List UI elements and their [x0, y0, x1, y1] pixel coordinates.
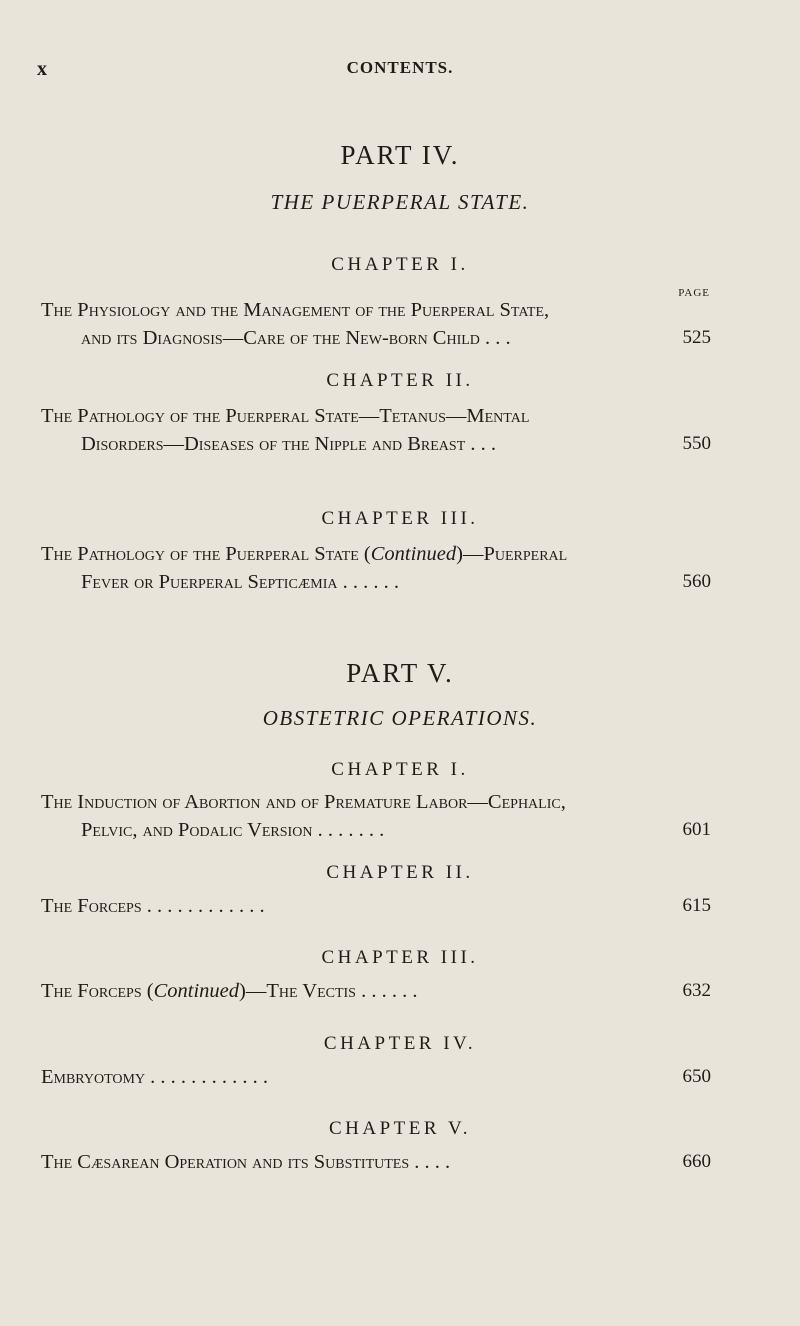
- entry-text: The Cæsarean Operation and its Substitutes . . . .: [41, 1151, 451, 1173]
- page-number: 601: [682, 819, 711, 840]
- page-column-label: PAGE: [678, 287, 710, 299]
- entry-line: [41, 816, 711, 844]
- chapter-heading: CHAPTER I.: [331, 759, 469, 780]
- entry-line: [41, 568, 711, 596]
- chapter-heading: CHAPTER I.: [331, 254, 469, 275]
- toc-entry: [41, 977, 711, 1005]
- chapter-heading: CHAPTER III.: [321, 947, 479, 968]
- entry-line: [41, 1148, 711, 1176]
- part-subtitle: THE PUERPERAL STATE.: [270, 190, 530, 214]
- toc-entry: [41, 788, 711, 844]
- folio: x: [37, 58, 47, 80]
- toc-entry: [41, 1148, 711, 1176]
- chapter-heading: CHAPTER II.: [326, 370, 474, 391]
- entry-line: [41, 540, 711, 568]
- chapter-heading: CHAPTER III.: [321, 508, 479, 529]
- entry-italic: Continued: [153, 980, 239, 1002]
- entry-text: Pelvic, and Podalic Version . . . . . . .: [81, 819, 385, 841]
- entry-line: The Induction of Abortion and of Premature Labor—Cephalic,: [41, 791, 566, 813]
- chapter-heading: CHAPTER IV.: [323, 1033, 477, 1054]
- entry-text: The Forceps (: [41, 980, 154, 1002]
- toc-entry: [41, 540, 711, 596]
- part-title: PART IV.: [340, 140, 460, 170]
- entry-text: The Forceps . . . . . . . . . . . .: [41, 895, 265, 917]
- page-number: 660: [682, 1151, 711, 1172]
- entry-line: The Physiology and the Management of the Puerperal State,: [41, 299, 550, 321]
- chapter-heading: CHAPTER V.: [329, 1118, 471, 1139]
- entry-line: [41, 977, 711, 1005]
- entry-line: The Pathology of the Puerperal State—Tetanus—Mental: [41, 405, 530, 427]
- running-title: CONTENTS.: [346, 58, 454, 77]
- toc-entry: [41, 892, 711, 920]
- entry-text: Disorders—Diseases of the Nipple and Breast . . .: [81, 433, 496, 455]
- entry-line: [41, 430, 711, 458]
- toc-entry: [41, 1063, 711, 1091]
- entry-line: [41, 324, 711, 352]
- page-number: 632: [682, 980, 711, 1001]
- entry-italic: Continued: [370, 543, 457, 565]
- running-head: [0, 58, 800, 82]
- entry-text: Embryotomy . . . . . . . . . . . .: [41, 1066, 269, 1088]
- entry-text: The Pathology of the Puerperal State (: [41, 543, 371, 565]
- page-number: 550: [682, 433, 711, 454]
- page-number: 650: [682, 1066, 711, 1087]
- page-number: 560: [682, 571, 711, 592]
- entry-line: [41, 892, 711, 920]
- entry-text: )—The Vectis . . . . . .: [239, 980, 418, 1002]
- page-number: 525: [682, 327, 711, 348]
- toc-entry: [41, 402, 711, 458]
- page-number: 615: [682, 895, 711, 916]
- part-subtitle: OBSTETRIC OPERATIONS.: [262, 706, 538, 730]
- entry-text: and its Diagnosis—Care of the New-born Child . . .: [81, 327, 511, 349]
- chapter-heading: CHAPTER II.: [326, 862, 474, 883]
- entry-text: )—Puerperal: [456, 543, 568, 565]
- toc-entry: [41, 296, 711, 352]
- entry-line: [41, 1063, 711, 1091]
- entry-text: Fever or Puerperal Septicæmia . . . . . .: [81, 571, 399, 593]
- part-title: PART V.: [346, 658, 454, 688]
